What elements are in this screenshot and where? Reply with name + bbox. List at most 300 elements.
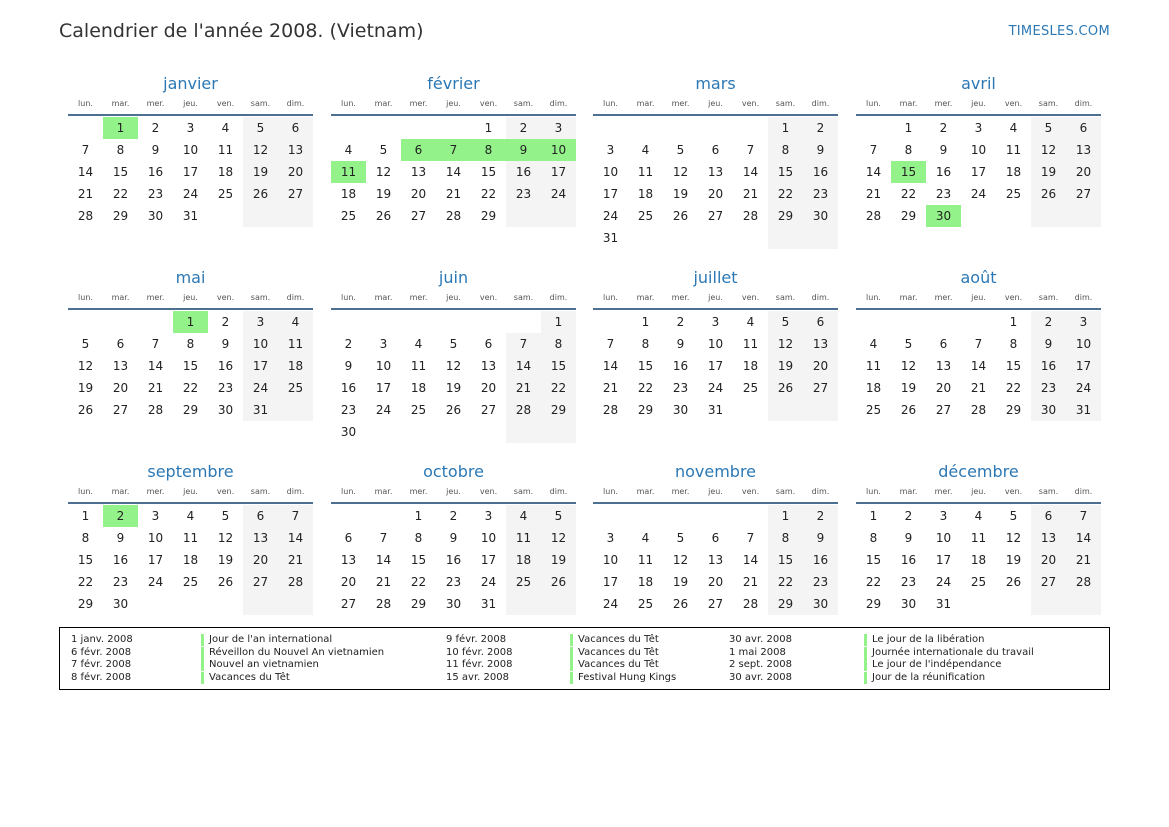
day-cell: 13 bbox=[1031, 527, 1066, 549]
day-cell: 8 bbox=[768, 527, 803, 549]
day-cell: 28 bbox=[375, 597, 392, 611]
empty-cell bbox=[541, 205, 576, 227]
empty-cell bbox=[663, 117, 698, 139]
day-cell: 15 bbox=[410, 553, 427, 567]
weekday-label: mer. bbox=[146, 99, 165, 108]
day-cell: 1 bbox=[541, 311, 576, 333]
day-cell: 25 bbox=[637, 209, 654, 223]
weekday-label: lun. bbox=[603, 487, 618, 496]
day-cell: 1 bbox=[641, 315, 650, 329]
day-cell: 23 bbox=[506, 183, 541, 205]
day-cell: 3 bbox=[484, 509, 493, 523]
day-cell: 22 bbox=[410, 575, 427, 589]
month-name: octobre bbox=[423, 462, 484, 481]
day-cell: 20 bbox=[803, 355, 838, 377]
day-cell: 4 bbox=[186, 509, 195, 523]
day-cell: 19 bbox=[217, 553, 234, 567]
weekday-label: dim. bbox=[286, 99, 305, 108]
day-cell: 2 bbox=[103, 505, 138, 527]
weekday-label: jeu. bbox=[446, 487, 461, 496]
legend-holiday-name: Journée internationale du travail bbox=[864, 647, 1034, 659]
month-name: novembre bbox=[674, 462, 757, 481]
day-cell: 3 bbox=[711, 315, 720, 329]
weekday-label: sam. bbox=[775, 293, 796, 302]
day-cell: 28 bbox=[602, 403, 619, 417]
weekday-label: sam. bbox=[250, 487, 271, 496]
day-cell: 10 bbox=[147, 531, 164, 545]
day-cell: 4 bbox=[641, 143, 650, 157]
day-cell: 26 bbox=[445, 403, 462, 417]
day-grid bbox=[593, 117, 838, 249]
empty-cell bbox=[173, 593, 208, 615]
day-cell: 31 bbox=[935, 597, 952, 611]
day-cell: 18 bbox=[1005, 165, 1022, 179]
day-cell: 3 bbox=[379, 337, 388, 351]
day-cell: 22 bbox=[865, 575, 882, 589]
day-cell: 17 bbox=[182, 165, 199, 179]
day-cell: 21 bbox=[445, 187, 462, 201]
weekday-label: dim. bbox=[286, 487, 305, 496]
day-cell: 28 bbox=[278, 571, 313, 593]
day-cell: 5 bbox=[676, 143, 685, 157]
day-cell: 16 bbox=[900, 553, 917, 567]
day-cell: 21 bbox=[602, 381, 619, 395]
day-cell: 30 bbox=[340, 425, 357, 439]
legend-item bbox=[60, 672, 1109, 684]
weekday-label: dim. bbox=[549, 487, 568, 496]
day-cell: 4 bbox=[641, 531, 650, 545]
weekday-label: dim. bbox=[811, 293, 830, 302]
day-cell: 6 bbox=[939, 337, 948, 351]
day-cell: 23 bbox=[935, 187, 952, 201]
weekday-label: ven. bbox=[741, 99, 760, 108]
empty-cell bbox=[698, 227, 733, 249]
day-cell: 14 bbox=[602, 359, 619, 373]
month-name: mai bbox=[175, 268, 206, 287]
day-cell: 13 bbox=[1066, 139, 1101, 161]
month-2 bbox=[331, 73, 576, 227]
day-cell: 24 bbox=[182, 187, 199, 201]
day-cell: 26 bbox=[672, 597, 689, 611]
day-cell: 27 bbox=[410, 209, 427, 223]
day-cell: 31 bbox=[707, 403, 724, 417]
day-grid bbox=[68, 311, 313, 421]
day-cell: 13 bbox=[278, 139, 313, 161]
day-cell: 7 bbox=[436, 139, 471, 161]
site-link[interactable]: TIMESLES.COM bbox=[1008, 24, 1110, 39]
empty-cell bbox=[856, 117, 891, 139]
empty-cell bbox=[768, 227, 803, 249]
weekday-label: mar. bbox=[899, 293, 918, 302]
weekday-label: mar. bbox=[374, 99, 393, 108]
day-cell: 13 bbox=[707, 553, 724, 567]
day-cell: 4 bbox=[278, 311, 313, 333]
weekday-header bbox=[331, 291, 576, 310]
empty-cell bbox=[1066, 205, 1101, 227]
weekday-label: lun. bbox=[866, 487, 881, 496]
weekday-label: lun. bbox=[603, 293, 618, 302]
day-cell: 3 bbox=[974, 121, 983, 135]
day-cell: 23 bbox=[217, 381, 234, 395]
day-cell: 21 bbox=[865, 187, 882, 201]
weekday-label: ven. bbox=[479, 293, 498, 302]
day-cell: 28 bbox=[742, 209, 759, 223]
empty-cell bbox=[803, 227, 838, 249]
day-cell: 29 bbox=[410, 597, 427, 611]
day-cell: 3 bbox=[243, 311, 278, 333]
day-cell: 7 bbox=[974, 337, 983, 351]
day-grid bbox=[68, 117, 313, 227]
day-cell: 29 bbox=[1005, 403, 1022, 417]
weekday-header bbox=[856, 291, 1101, 310]
weekday-label: dim. bbox=[811, 487, 830, 496]
empty-cell bbox=[961, 311, 996, 333]
day-cell: 11 bbox=[410, 359, 427, 373]
day-cell: 23 bbox=[900, 575, 917, 589]
day-cell: 12 bbox=[900, 359, 917, 373]
day-cell: 10 bbox=[602, 553, 619, 567]
day-cell: 29 bbox=[112, 209, 129, 223]
weekday-label: ven. bbox=[1004, 487, 1023, 496]
day-cell: 17 bbox=[707, 359, 724, 373]
day-cell: 13 bbox=[480, 359, 497, 373]
weekday-label: dim. bbox=[1074, 487, 1093, 496]
day-cell: 24 bbox=[970, 187, 987, 201]
day-cell: 17 bbox=[970, 165, 987, 179]
day-cell: 8 bbox=[471, 139, 506, 161]
day-cell: 16 bbox=[506, 161, 541, 183]
empty-cell bbox=[278, 593, 313, 615]
day-cell: 24 bbox=[602, 597, 619, 611]
day-cell: 2 bbox=[506, 117, 541, 139]
day-cell: 3 bbox=[939, 509, 948, 523]
day-cell: 10 bbox=[375, 359, 392, 373]
day-cell: 12 bbox=[1005, 531, 1022, 545]
weekday-label: jeu. bbox=[708, 487, 723, 496]
day-cell: 9 bbox=[803, 527, 838, 549]
day-cell: 17 bbox=[1066, 355, 1101, 377]
day-cell: 9 bbox=[676, 337, 685, 351]
day-cell: 14 bbox=[375, 553, 392, 567]
holiday-legend bbox=[59, 627, 1110, 690]
day-cell: 14 bbox=[742, 165, 759, 179]
day-cell: 11 bbox=[1005, 143, 1022, 157]
day-cell: 12 bbox=[375, 165, 392, 179]
day-cell: 24 bbox=[480, 575, 497, 589]
empty-cell bbox=[628, 505, 663, 527]
day-cell: 18 bbox=[410, 381, 427, 395]
day-cell: 8 bbox=[186, 337, 195, 351]
day-cell: 2 bbox=[939, 121, 948, 135]
empty-cell bbox=[803, 399, 838, 421]
empty-cell bbox=[68, 311, 103, 333]
day-cell: 10 bbox=[602, 165, 619, 179]
day-cell: 1 bbox=[81, 509, 90, 523]
empty-cell bbox=[733, 399, 768, 421]
weekday-header bbox=[856, 97, 1101, 116]
day-cell: 11 bbox=[506, 527, 541, 549]
day-cell: 16 bbox=[217, 359, 234, 373]
day-cell: 12 bbox=[541, 527, 576, 549]
month-name: décembre bbox=[938, 462, 1019, 481]
weekday-header bbox=[593, 291, 838, 310]
legend-holiday-name: Nouvel an vietnamien bbox=[201, 659, 319, 671]
day-cell: 18 bbox=[182, 553, 199, 567]
weekday-label: sam. bbox=[1038, 293, 1059, 302]
day-cell: 21 bbox=[970, 381, 987, 395]
day-cell: 11 bbox=[182, 531, 199, 545]
weekday-label: mar. bbox=[636, 99, 655, 108]
weekday-label: mar. bbox=[636, 293, 655, 302]
day-cell: 23 bbox=[445, 575, 462, 589]
day-cell: 25 bbox=[865, 403, 882, 417]
day-cell: 17 bbox=[602, 187, 619, 201]
day-cell: 11 bbox=[278, 333, 313, 355]
day-cell: 3 bbox=[541, 117, 576, 139]
empty-cell bbox=[401, 117, 436, 139]
day-cell: 16 bbox=[147, 165, 164, 179]
day-cell: 22 bbox=[77, 575, 94, 589]
day-cell: 26 bbox=[900, 403, 917, 417]
empty-cell bbox=[471, 311, 506, 333]
weekday-label: sam. bbox=[775, 99, 796, 108]
day-cell: 23 bbox=[1031, 377, 1066, 399]
weekday-label: sam. bbox=[513, 293, 534, 302]
day-cell: 6 bbox=[116, 337, 125, 351]
empty-cell bbox=[733, 117, 768, 139]
empty-cell bbox=[436, 421, 471, 443]
day-cell: 25 bbox=[506, 571, 541, 593]
day-cell: 3 bbox=[151, 509, 160, 523]
day-cell: 2 bbox=[221, 315, 230, 329]
day-cell: 2 bbox=[676, 315, 685, 329]
weekday-label: mer. bbox=[934, 99, 953, 108]
day-cell: 25 bbox=[970, 575, 987, 589]
day-cell: 20 bbox=[707, 187, 724, 201]
day-cell: 11 bbox=[970, 531, 987, 545]
weekday-label: mar. bbox=[899, 487, 918, 496]
day-cell: 29 bbox=[900, 209, 917, 223]
legend-date: 1 mai 2008 bbox=[729, 646, 786, 658]
weekday-label: mer. bbox=[409, 487, 428, 496]
day-cell: 14 bbox=[970, 359, 987, 373]
empty-cell bbox=[506, 311, 541, 333]
day-cell: 29 bbox=[480, 209, 497, 223]
day-cell: 15 bbox=[182, 359, 199, 373]
day-cell: 8 bbox=[541, 333, 576, 355]
day-cell: 26 bbox=[541, 571, 576, 593]
day-cell: 17 bbox=[375, 381, 392, 395]
day-cell: 22 bbox=[900, 187, 917, 201]
day-cell: 24 bbox=[1066, 377, 1101, 399]
day-cell: 22 bbox=[182, 381, 199, 395]
day-cell: 22 bbox=[112, 187, 129, 201]
day-cell: 29 bbox=[768, 205, 803, 227]
day-cell: 22 bbox=[541, 377, 576, 399]
day-cell: 28 bbox=[77, 209, 94, 223]
empty-cell bbox=[331, 117, 366, 139]
day-cell: 3 bbox=[1066, 311, 1101, 333]
weekday-label: jeu. bbox=[971, 293, 986, 302]
day-grid bbox=[331, 311, 576, 443]
day-cell: 21 bbox=[1066, 549, 1101, 571]
day-cell: 13 bbox=[243, 527, 278, 549]
day-grid bbox=[593, 505, 838, 615]
day-cell: 30 bbox=[672, 403, 689, 417]
month-8 bbox=[856, 267, 1101, 421]
weekday-header bbox=[68, 485, 313, 504]
day-cell: 15 bbox=[637, 359, 654, 373]
day-cell: 28 bbox=[147, 403, 164, 417]
weekday-header bbox=[68, 291, 313, 310]
day-cell: 6 bbox=[401, 139, 436, 161]
legend-date: 8 févr. 2008 bbox=[71, 671, 132, 683]
empty-cell bbox=[506, 421, 541, 443]
day-cell: 20 bbox=[1066, 161, 1101, 183]
day-cell: 20 bbox=[112, 381, 129, 395]
day-cell: 29 bbox=[77, 597, 94, 611]
day-cell: 9 bbox=[221, 337, 230, 351]
empty-cell bbox=[208, 205, 243, 227]
day-cell: 19 bbox=[768, 355, 803, 377]
month-name: février bbox=[427, 74, 480, 93]
empty-cell bbox=[366, 421, 401, 443]
day-cell: 15 bbox=[865, 553, 882, 567]
month-3 bbox=[593, 73, 838, 249]
empty-cell bbox=[733, 227, 768, 249]
day-cell: 4 bbox=[1009, 121, 1018, 135]
day-cell: 19 bbox=[672, 575, 689, 589]
day-cell: 7 bbox=[506, 333, 541, 355]
day-cell: 15 bbox=[480, 165, 497, 179]
day-cell: 16 bbox=[803, 161, 838, 183]
day-cell: 12 bbox=[445, 359, 462, 373]
day-cell: 19 bbox=[243, 161, 278, 183]
day-cell: 9 bbox=[151, 143, 160, 157]
day-cell: 21 bbox=[278, 549, 313, 571]
day-cell: 7 bbox=[606, 337, 615, 351]
day-cell: 23 bbox=[147, 187, 164, 201]
day-cell: 5 bbox=[768, 311, 803, 333]
day-cell: 4 bbox=[506, 505, 541, 527]
day-cell: 29 bbox=[637, 403, 654, 417]
day-cell: 18 bbox=[340, 187, 357, 201]
empty-cell bbox=[891, 311, 926, 333]
day-cell: 20 bbox=[340, 575, 357, 589]
weekday-header bbox=[593, 97, 838, 116]
day-cell: 28 bbox=[506, 399, 541, 421]
day-cell: 2 bbox=[151, 121, 160, 135]
empty-cell bbox=[366, 505, 401, 527]
day-cell: 27 bbox=[480, 403, 497, 417]
day-cell: 30 bbox=[147, 209, 164, 223]
weekday-label: mar. bbox=[111, 293, 130, 302]
day-cell: 19 bbox=[77, 381, 94, 395]
day-cell: 30 bbox=[803, 593, 838, 615]
day-grid bbox=[856, 505, 1101, 615]
weekday-label: sam. bbox=[513, 487, 534, 496]
legend-date: 30 avr. 2008 bbox=[729, 671, 792, 683]
day-cell: 2 bbox=[803, 505, 838, 527]
day-cell: 22 bbox=[480, 187, 497, 201]
day-cell: 8 bbox=[904, 143, 913, 157]
empty-cell bbox=[366, 311, 401, 333]
day-cell: 18 bbox=[278, 355, 313, 377]
day-cell: 19 bbox=[672, 187, 689, 201]
day-cell: 31 bbox=[182, 209, 199, 223]
day-cell: 25 bbox=[340, 209, 357, 223]
month-12 bbox=[856, 461, 1101, 615]
day-cell: 22 bbox=[768, 183, 803, 205]
empty-cell bbox=[331, 505, 366, 527]
day-cell: 7 bbox=[869, 143, 878, 157]
day-cell: 25 bbox=[742, 381, 759, 395]
legend-item bbox=[60, 634, 1109, 646]
legend-holiday-name: Jour de la réunification bbox=[864, 672, 985, 684]
empty-cell bbox=[996, 593, 1031, 615]
empty-cell bbox=[541, 421, 576, 443]
day-cell: 11 bbox=[742, 337, 759, 351]
day-cell: 5 bbox=[243, 117, 278, 139]
day-cell: 28 bbox=[865, 209, 882, 223]
legend-holiday-name: Jour de l'an international bbox=[201, 634, 332, 646]
day-cell: 30 bbox=[217, 403, 234, 417]
day-cell: 7 bbox=[278, 505, 313, 527]
weekday-header bbox=[331, 485, 576, 504]
day-cell: 14 bbox=[506, 355, 541, 377]
weekday-label: mar. bbox=[899, 99, 918, 108]
day-cell: 1 bbox=[1009, 315, 1018, 329]
legend-holiday-name: Vacances du Têt bbox=[570, 634, 659, 646]
day-cell: 1 bbox=[414, 509, 423, 523]
weekday-label: dim. bbox=[1074, 293, 1093, 302]
day-cell: 18 bbox=[637, 575, 654, 589]
day-cell: 19 bbox=[1005, 553, 1022, 567]
day-cell: 12 bbox=[77, 359, 94, 373]
empty-cell bbox=[471, 421, 506, 443]
weekday-label: mer. bbox=[146, 293, 165, 302]
day-cell: 15 bbox=[891, 161, 926, 183]
day-cell: 9 bbox=[1031, 333, 1066, 355]
day-cell: 26 bbox=[77, 403, 94, 417]
day-cell: 8 bbox=[81, 531, 90, 545]
day-cell: 17 bbox=[147, 553, 164, 567]
day-cell: 5 bbox=[1031, 117, 1066, 139]
day-cell: 26 bbox=[672, 209, 689, 223]
weekday-label: lun. bbox=[341, 293, 356, 302]
day-cell: 30 bbox=[900, 597, 917, 611]
day-cell: 2 bbox=[449, 509, 458, 523]
day-cell: 28 bbox=[445, 209, 462, 223]
weekday-label: sam. bbox=[513, 99, 534, 108]
weekday-label: dim. bbox=[549, 293, 568, 302]
weekday-label: lun. bbox=[866, 99, 881, 108]
day-cell: 16 bbox=[112, 553, 129, 567]
weekday-label: lun. bbox=[78, 487, 93, 496]
day-cell: 18 bbox=[506, 549, 541, 571]
empty-cell bbox=[628, 227, 663, 249]
day-cell: 12 bbox=[672, 553, 689, 567]
day-cell: 21 bbox=[742, 575, 759, 589]
month-name: août bbox=[960, 268, 997, 287]
day-cell: 22 bbox=[1005, 381, 1022, 395]
day-grid bbox=[331, 505, 576, 615]
day-cell: 26 bbox=[1005, 575, 1022, 589]
day-cell: 25 bbox=[182, 575, 199, 589]
day-cell: 20 bbox=[410, 187, 427, 201]
weekday-label: dim. bbox=[286, 293, 305, 302]
weekday-label: mer. bbox=[409, 293, 428, 302]
